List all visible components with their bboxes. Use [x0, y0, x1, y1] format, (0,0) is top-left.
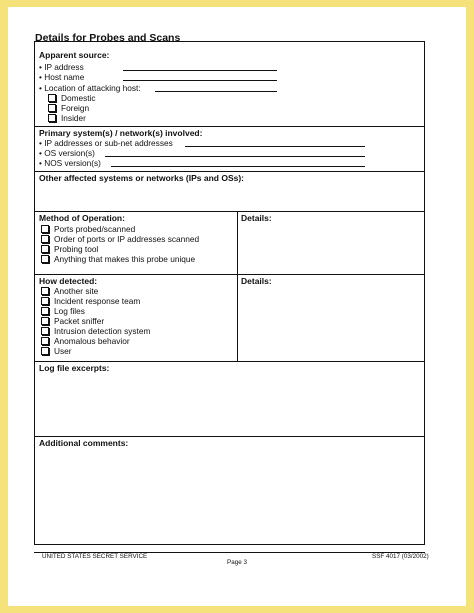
location-label: • Location of attacking host:: [39, 83, 141, 93]
detection-option-site[interactable]: Another site: [41, 286, 98, 296]
detection-details-label: Details:: [241, 276, 272, 286]
checkbox-icon[interactable]: [41, 307, 49, 315]
detection-option-irt[interactable]: Incident response team: [41, 296, 140, 306]
nos-version-field[interactable]: [111, 166, 365, 167]
divider: [35, 274, 424, 275]
location-field[interactable]: [155, 91, 277, 92]
ip-subnet-field[interactable]: [185, 146, 365, 147]
nos-version-label: • NOS version(s): [39, 158, 101, 168]
host-name-field[interactable]: [123, 80, 277, 81]
detection-option-logs[interactable]: Log files: [41, 306, 85, 316]
ip-address-label: • IP address: [39, 62, 84, 72]
host-name-label: • Host name: [39, 72, 85, 82]
ip-subnet-label: • IP addresses or sub-net addresses: [39, 138, 173, 148]
divider: [35, 171, 424, 172]
ip-address-field[interactable]: [123, 70, 277, 71]
method-option-unique[interactable]: Anything that makes this probe unique: [41, 254, 195, 264]
location-option-foreign[interactable]: Foreign: [48, 103, 89, 113]
detection-option-anomalous[interactable]: Anomalous behavior: [41, 336, 130, 346]
checkbox-icon[interactable]: [41, 297, 49, 305]
checkbox-icon[interactable]: [41, 337, 49, 345]
os-version-field[interactable]: [105, 156, 365, 157]
method-details-label: Details:: [241, 213, 272, 223]
divider: [35, 436, 424, 437]
divider: [35, 361, 424, 362]
checkbox-icon[interactable]: [41, 225, 49, 233]
method-option-order[interactable]: Order of ports or IP addresses scanned: [41, 234, 199, 244]
location-option-insider[interactable]: Insider: [48, 113, 86, 123]
footer-agency: UNITED STATES SECRET SERVICE: [42, 553, 148, 560]
primary-systems-label: Primary system(s) / network(s) involved:: [39, 128, 203, 138]
column-divider: [237, 211, 238, 274]
column-divider: [237, 274, 238, 361]
detection-option-sniffer[interactable]: Packet sniffer: [41, 316, 104, 326]
method-option-tool[interactable]: Probing tool: [41, 244, 98, 254]
probe-scan-form: [34, 41, 425, 545]
checkbox-icon[interactable]: [41, 245, 49, 253]
detection-option-user[interactable]: User: [41, 346, 72, 356]
checkbox-icon[interactable]: [48, 94, 56, 102]
checkbox-icon[interactable]: [41, 235, 49, 243]
checkbox-icon[interactable]: [41, 327, 49, 335]
divider: [35, 126, 424, 127]
location-option-domestic[interactable]: Domestic: [48, 93, 96, 103]
checkbox-icon[interactable]: [48, 104, 56, 112]
other-affected-label: Other affected systems or networks (IPs and OSs):: [39, 173, 245, 183]
comments-label: Additional comments:: [39, 438, 129, 448]
method-label: Method of Operation:: [39, 213, 125, 223]
footer-form-number: SSF 4017 (03/2002): [372, 553, 429, 560]
detection-option-ids[interactable]: Intrusion detection system: [41, 326, 150, 336]
os-version-label: • OS version(s): [39, 148, 95, 158]
footer-page-number: Page 3: [227, 559, 247, 566]
log-excerpts-label: Log file excerpts:: [39, 363, 110, 373]
method-option-ports[interactable]: Ports probed/scanned: [41, 224, 135, 234]
apparent-source-label: Apparent source:: [39, 50, 110, 60]
checkbox-icon[interactable]: [48, 114, 56, 122]
detection-label: How detected:: [39, 276, 98, 286]
form-title: Details for Probes and Scans: [35, 32, 181, 44]
checkbox-icon[interactable]: [41, 255, 49, 263]
divider: [35, 211, 424, 212]
checkbox-icon[interactable]: [41, 287, 49, 295]
checkbox-icon[interactable]: [41, 347, 49, 355]
checkbox-icon[interactable]: [41, 317, 49, 325]
